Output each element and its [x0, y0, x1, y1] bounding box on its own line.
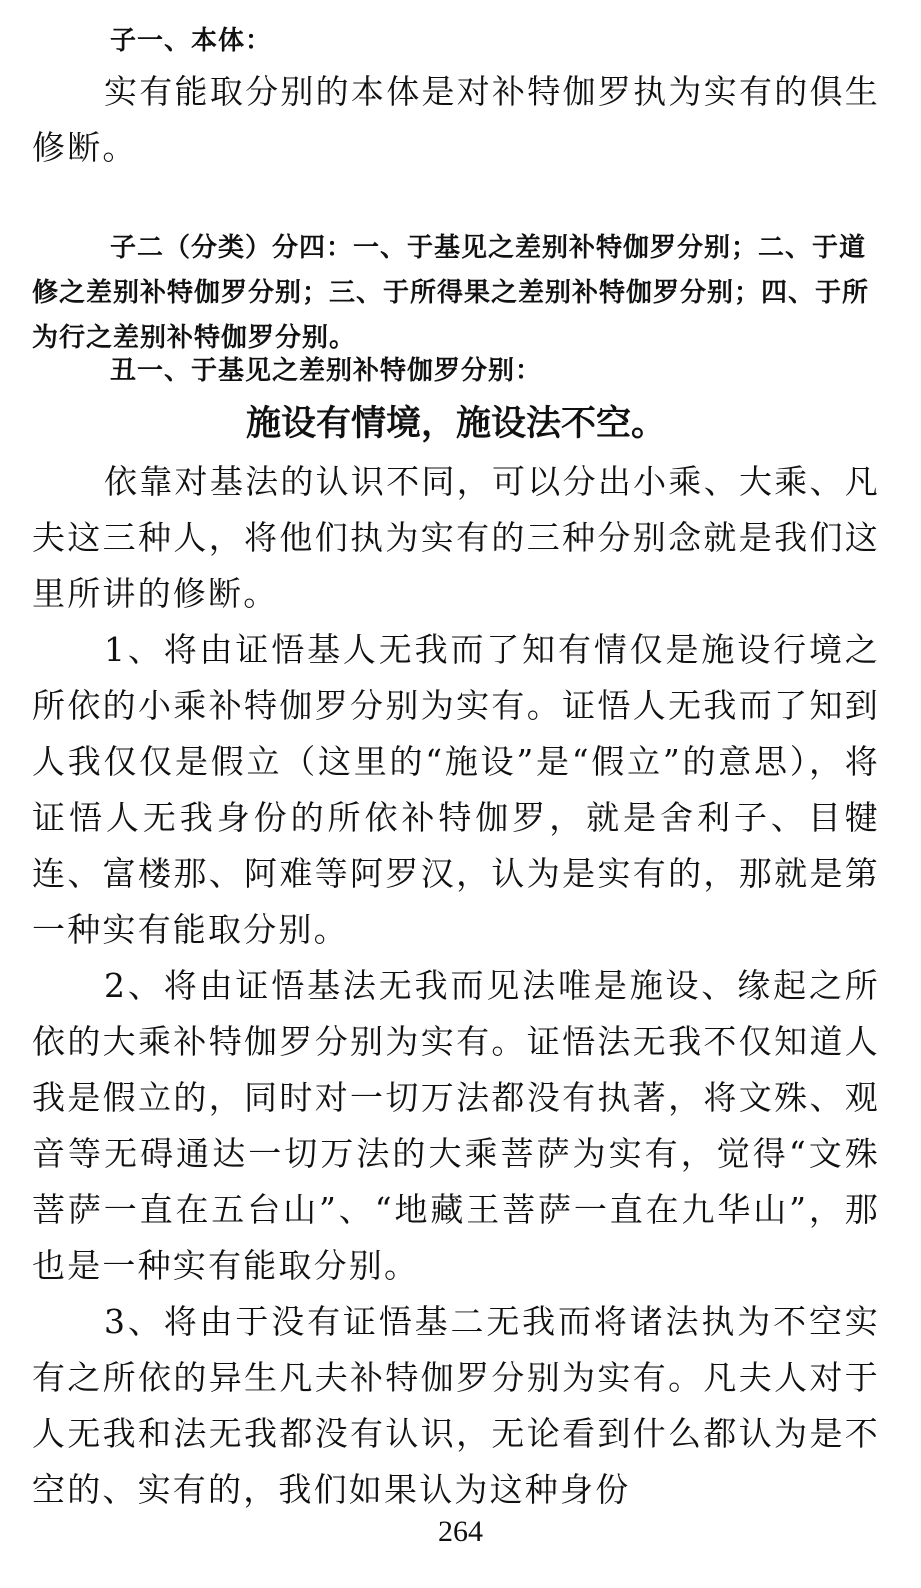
page-number: 264 — [438, 1515, 483, 1548]
paragraph-2: 2、将由证悟基法无我而见法唯是施设、缘起之所依的大乘补特伽罗分别为实有。证悟法无我不仅知道人我是假立的，同时对一切万法都没有执著，将文殊、观音等无碍通达一切万法的大乘菩萨为实有，觉得“文殊菩萨一直在五台山”、“地藏王菩萨一直在九华山”，那也是一种实有能取分别。 — [32, 966, 880, 1285]
heading-chou1: 丑一、于基见之差别补特伽罗分别： — [110, 356, 543, 386]
paragraph-1: 1、将由证悟基人无我而了知有情仅是施设行境之所依的小乘补特伽罗分别为实有。证悟人无我而了知到人我仅仅是假立（这里的“施设”是“假立”的意思），将证悟人无我身份的所依补特伽罗，就是舍利子、目犍连、富楼那、阿难等阿罗汉，认为是实有的，那就是第一种实有能取分别。 — [32, 630, 880, 949]
paragraph-intro: 依靠对基法的认识不同，可以分出小乘、大乘、凡夫这三种人，将他们执为实有的三种分别念就是我们这里所讲的修断。 — [32, 462, 880, 613]
intro-paragraph: 实有能取分别的本体是对补特伽罗执为实有的俱生修断。 — [32, 72, 880, 167]
intro-block — [32, 64, 880, 176]
paragraph-3: 3、将由于没有证悟基二无我而将诸法执为不空实有之所依的异生凡夫补特伽罗分别为实有。凡夫人对于人无我和法无我都没有认识，无论看到什么都认为是不空的、实有的，我们如果认为这种身份 — [32, 1302, 880, 1509]
heading-zi1: 子一、本体： — [110, 26, 273, 56]
root-verse: 施设有情境，施设法不空。 — [245, 404, 666, 444]
heading-zi2-outline: 子二（分类）分四：一、于基见之差别补特伽罗分别；二、于道修之差别补特伽罗分别；三、于所得果之差别补特伽罗分别；四、于所为行之差别补特伽罗分别。 — [32, 233, 870, 353]
commentary-body — [32, 454, 880, 1518]
